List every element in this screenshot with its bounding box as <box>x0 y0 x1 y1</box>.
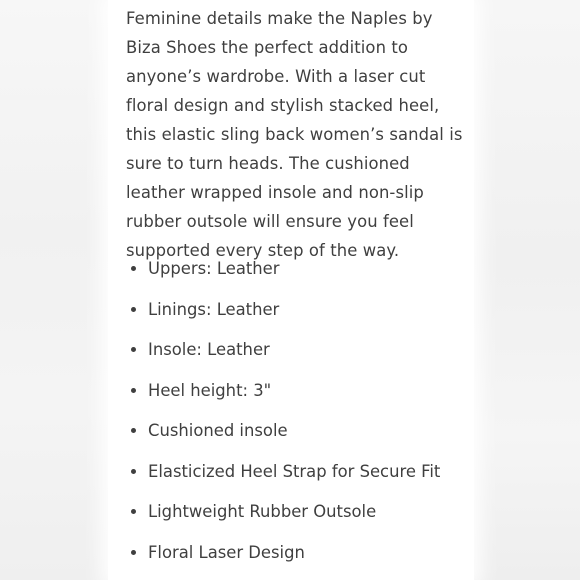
blurred-background-left <box>0 0 108 580</box>
blurred-background-right <box>474 0 580 580</box>
feature-item-insole <box>126 335 468 376</box>
bullet-icon <box>131 509 136 514</box>
feature-text: Linings: Leather <box>148 299 280 319</box>
bullet-icon <box>131 428 136 433</box>
bullet-icon <box>131 388 136 393</box>
product-description-text: Feminine details make the Naples by Biza Shoes the perfect addition to anyone’s wardrobe. With a laser cut floral design and stylish stacked heel, this elastic sling back women’s sandal is sure to turn heads. The cushioned leather wrapped insole and non-slip rubber outsole will ensure you feel supported every step of the way. <box>126 9 463 260</box>
feature-text: Heel height: 3" <box>148 380 272 400</box>
feature-text: Elasticized Heel Strap for Secure Fit <box>148 461 441 481</box>
feature-item-heel-height <box>126 376 468 417</box>
feature-item-floral-design <box>126 538 468 579</box>
product-features-list <box>126 254 468 578</box>
feature-text: Floral Laser Design <box>148 542 305 562</box>
product-description-panel <box>108 0 474 580</box>
bullet-icon <box>131 347 136 352</box>
feature-text: Insole: Leather <box>148 340 270 359</box>
bullet-icon <box>131 266 136 271</box>
feature-item-heel-strap <box>126 457 468 498</box>
bullet-icon <box>131 307 136 312</box>
feature-item-outsole <box>126 497 468 538</box>
feature-item-linings <box>126 295 468 336</box>
feature-item-cushioned-insole <box>126 416 468 457</box>
feature-item-uppers <box>126 254 468 295</box>
feature-text: Uppers: Leather <box>148 259 280 278</box>
bullet-icon <box>131 550 136 555</box>
feature-text: Cushioned insole <box>148 421 288 440</box>
feature-text: Lightweight Rubber Outsole <box>148 502 377 521</box>
bullet-icon <box>131 469 136 474</box>
